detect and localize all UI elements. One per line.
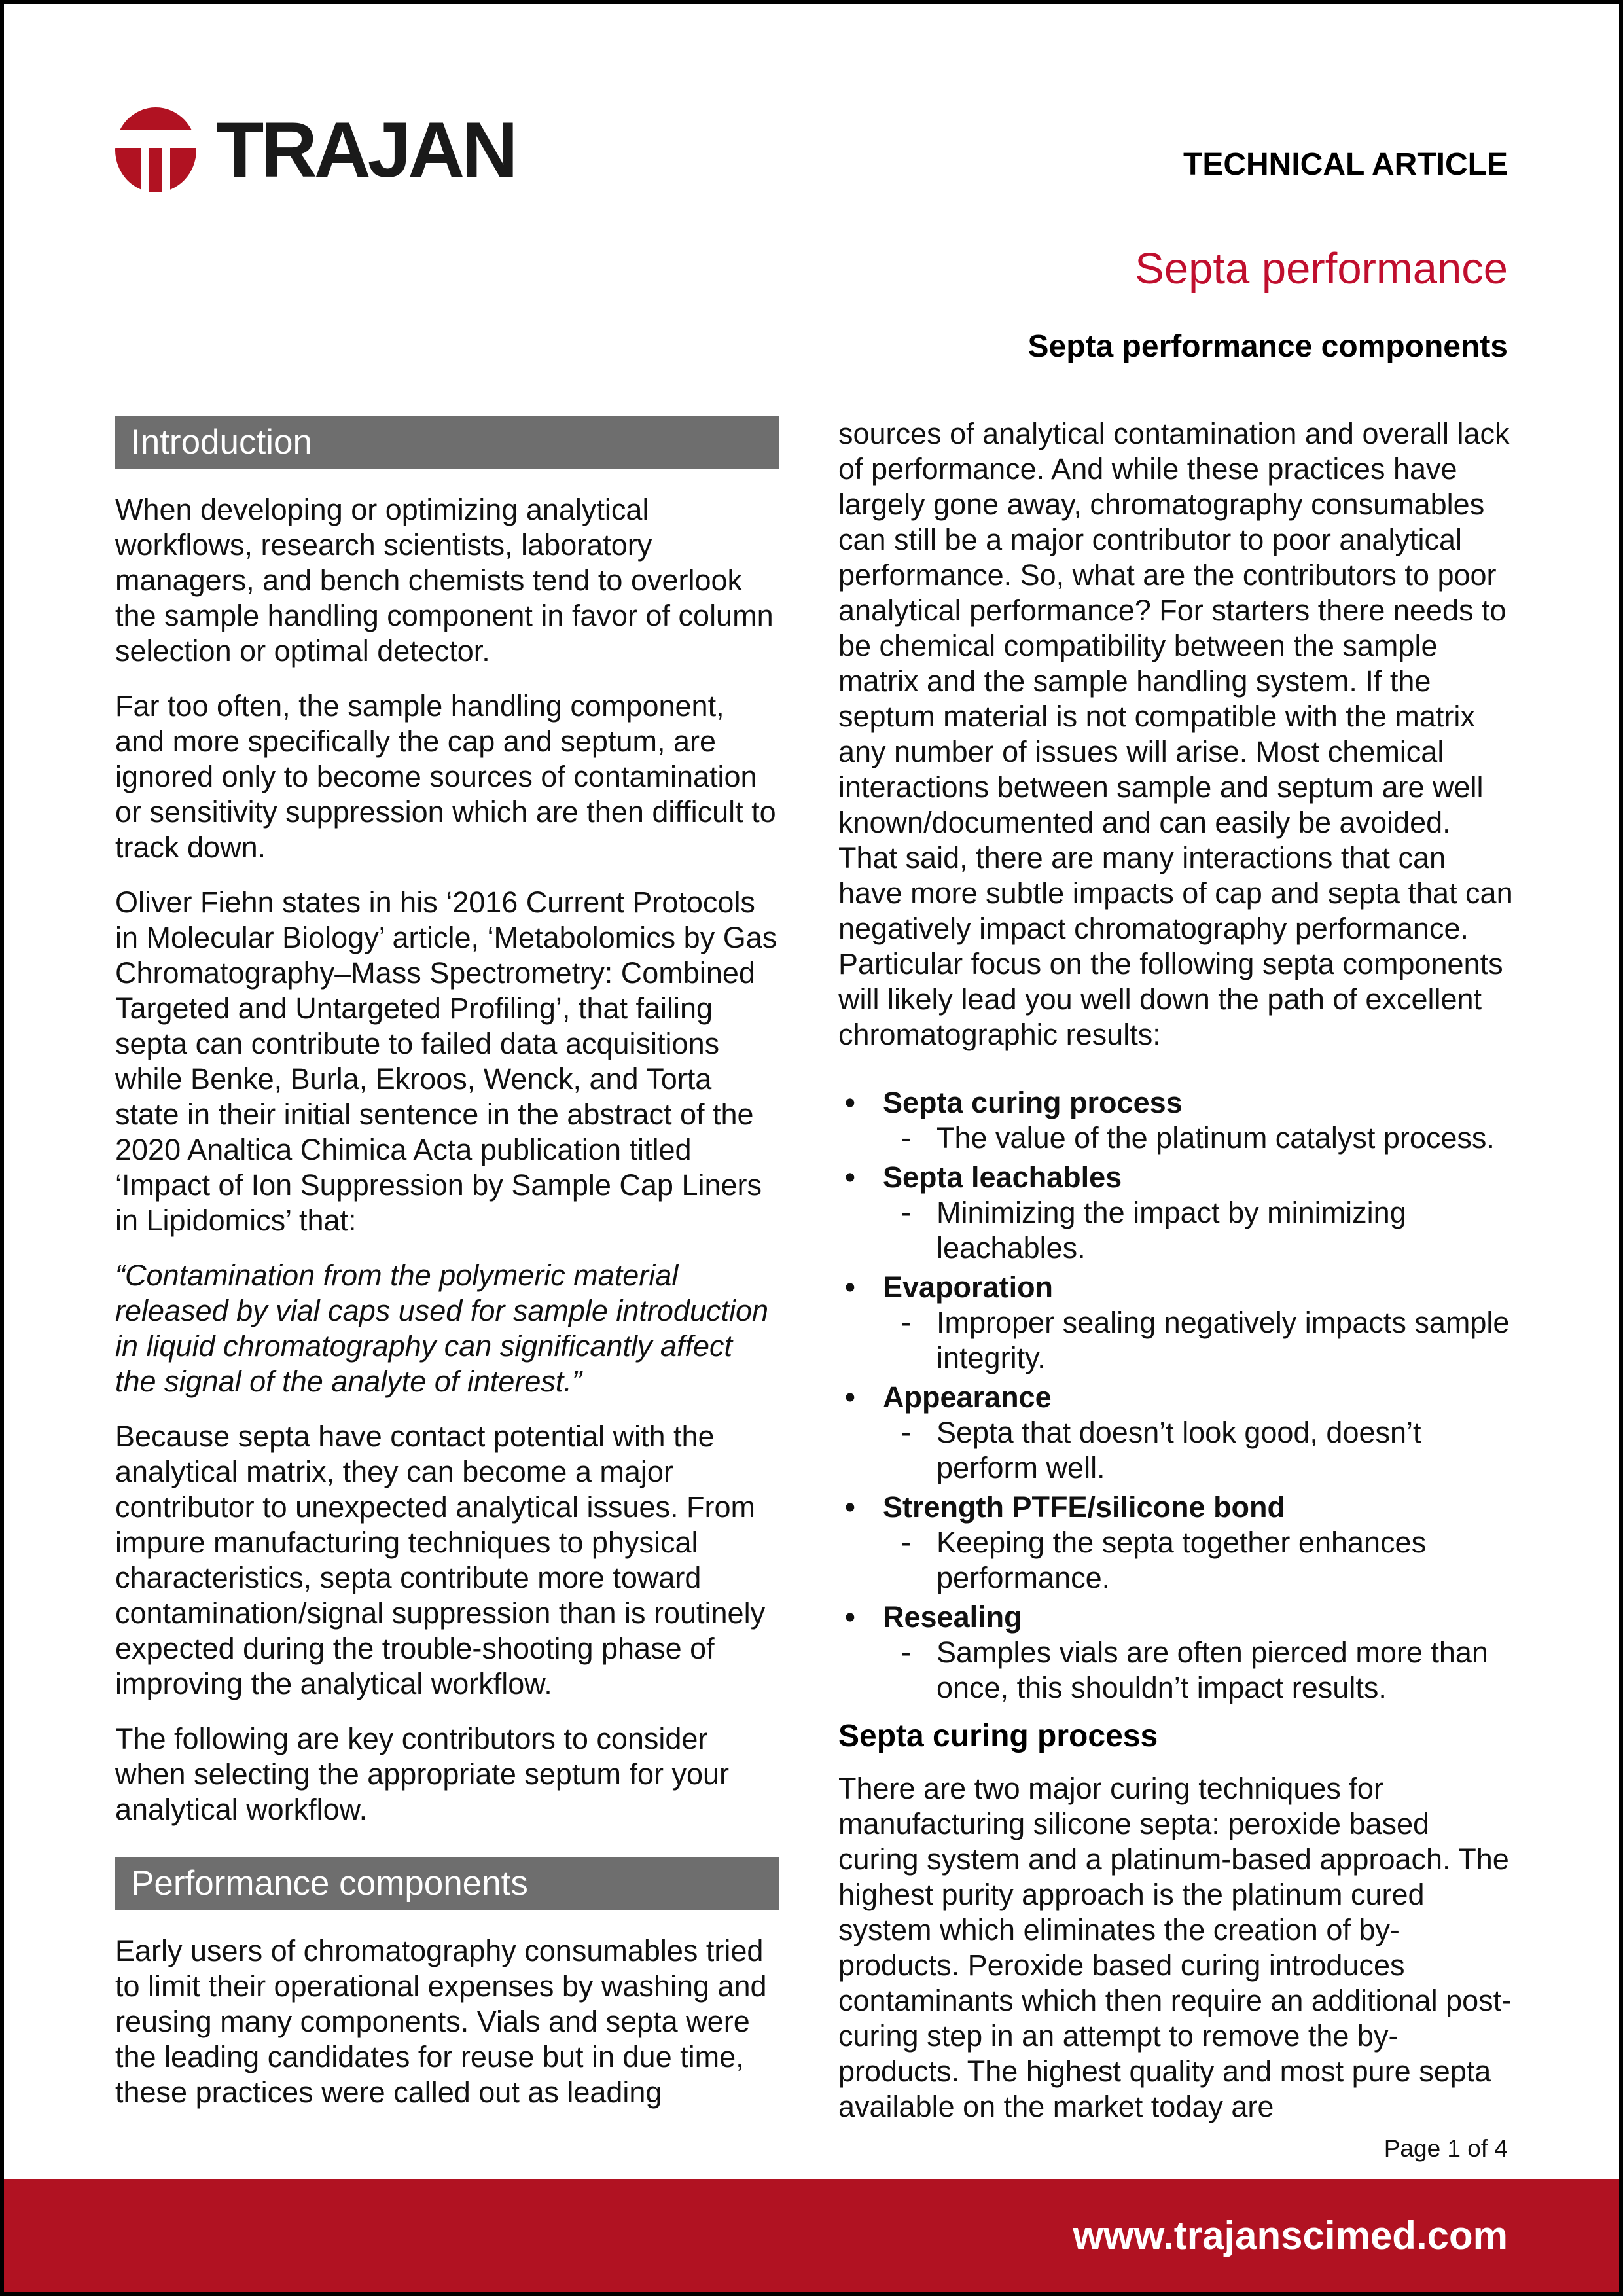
list-item: [838, 1270, 1516, 1376]
bullet-title-text: Septa curing process: [883, 1086, 1183, 1119]
article-body: [115, 416, 1513, 2144]
list-item: [838, 1085, 1516, 1156]
paragraph: Oliver Fiehn states in his ‘2016 Current Protocols in Molecular Biology’ article, ‘Metabolomics by Gas Chromatography–Mass Spectrometry: Combined Targeted and Untargeted Profiling’, that failing septa can contribute to failed data acquisitions while Benke, Burla, Ekroos, Wenck, and Torta state in their initial sentence in the abstract of the 2020 Analtica Chimica Acta publication titled ‘Impact of Ion Suppression by Sample Cap Liners in Lipidomics’ that:: [115, 886, 777, 1237]
bullet-title: [838, 1490, 1516, 1525]
bullet-subitem-text: Minimizing the impact by minimizing leachables.: [936, 1196, 1406, 1265]
bullet-subitem-text: Improper sealing negatively impacts sample integrity.: [936, 1306, 1510, 1374]
paragraph: Early users of chromatography consumables tried to limit their operational expenses by washing and reusing many components. Vials and septa were the leading candidates for reuse but in due time, these practices were called out as leading: [115, 1934, 767, 2109]
bullet-subitem: [838, 1305, 1516, 1376]
paragraph: Far too often, the sample handling component, and more specifically the cap and septum, are ignored only to become sources of contamination or sensitivity suppression which are then difficult to track down.: [115, 689, 776, 864]
bullet-title: [838, 1085, 1516, 1121]
list-item: [838, 1600, 1516, 1706]
dash-icon: -: [901, 1121, 911, 1155]
list-item: [838, 1490, 1516, 1596]
bullet-title: [838, 1380, 1516, 1415]
brand-name: TRAJAN: [216, 106, 515, 194]
bullet-subitem-text: Keeping the septa together enhances performance.: [936, 1526, 1427, 1594]
logo-t-slot-right: [162, 148, 170, 194]
section-header-performance-components: Performance components: [115, 1857, 779, 1910]
dash-icon: -: [901, 1196, 911, 1229]
septa-components-list: [838, 1085, 1516, 1706]
footer-bar: [4, 2179, 1619, 2292]
page-title: Septa performance: [1135, 244, 1508, 293]
dash-icon: -: [901, 1636, 911, 1669]
bullet-title-text: Septa leachables: [883, 1160, 1122, 1194]
bullet-title: [838, 1600, 1516, 1635]
page-subtitle: Septa performance components: [1027, 329, 1508, 364]
bullet-title-text: Strength PTFE/silicone bond: [883, 1490, 1286, 1524]
paragraph: There are two major curing techniques for manufacturing silicone septa: peroxide based curing system and a platinum-based approach. The highest purity approach is the platinum cured system which eliminates the creation of by-products. Peroxide based curing introduces contaminants which then require an additional post-curing step in an attempt to remove the by-products. The highest quality and most pure septa available on the market today are: [838, 1772, 1512, 2123]
bullet-icon: •: [845, 1270, 855, 1304]
bullet-title-text: Resealing: [883, 1600, 1022, 1634]
section-header-introduction: Introduction: [115, 416, 779, 469]
bullet-subitem-text: The value of the platinum catalyst process.: [936, 1121, 1495, 1155]
document-type-label: TECHNICAL ARTICLE: [1183, 147, 1508, 182]
logo-oval-shape: [115, 107, 196, 192]
paragraph: When developing or optimizing analytical workflows, research scientists, laboratory managers, and bench chemists tend to overlook the sample handling component in favor of column selection or optimal detector.: [115, 493, 774, 668]
bullet-icon: •: [845, 1160, 855, 1194]
bullet-icon: •: [845, 1600, 855, 1634]
bullet-subitem: [838, 1635, 1516, 1706]
left-column: [115, 416, 779, 2130]
bullet-subitem: [838, 1195, 1516, 1266]
dash-icon: -: [901, 1526, 911, 1559]
bullet-subitem: [838, 1415, 1516, 1486]
paragraph: The following are key contributors to consider when selecting the appropriate septum for your analytical workflow.: [115, 1722, 730, 1826]
bullet-subitem-text: Samples vials are often pierced more than once, this shouldn’t impact results.: [936, 1636, 1488, 1704]
bullet-icon: •: [845, 1490, 855, 1524]
trajan-logo: [115, 107, 515, 192]
list-item: [838, 1160, 1516, 1266]
dash-icon: -: [901, 1416, 911, 1449]
bullet-title-text: Evaporation: [883, 1270, 1054, 1304]
bullet-subitem: [838, 1121, 1516, 1156]
page-number: Page 1 of 4: [1383, 2135, 1508, 2162]
quotation: “Contamination from the polymeric material released by vial caps used for sample introduction in liquid chromatography can significantly affect the signal of the analyte of interest.”: [115, 1259, 769, 1398]
right-column: [838, 416, 1516, 2144]
bullet-title: [838, 1270, 1516, 1305]
website-link[interactable]: www.trajanscimed.com: [1073, 2214, 1508, 2257]
dash-icon: -: [901, 1306, 911, 1339]
logo-t-slot-left: [141, 148, 149, 194]
bullet-icon: •: [845, 1380, 855, 1414]
paragraph: sources of analytical contamination and overall lack of performance. And while these practices have largely gone away, chromatography consumables can still be a major contributor to poor analytical performance. So, what are the contributors to poor analytical performance? For starters there needs to be chemical compatibility between the sample matrix and the sample handling system. If the septum material is not compatible with the matrix any number of issues will arise. Most chemical interactions between sample and septum are well known/documented and can easily be avoided. That said, there are many interactions that can have more subtle impacts of cap and septa that can negatively impact chromatography performance. Particular focus on the following septa components will likely lead you well down the path of excellent chromatographic results:: [838, 417, 1513, 1051]
bullet-title: [838, 1160, 1516, 1195]
logo-t-band: [114, 130, 198, 148]
trajan-logo-icon: [115, 107, 196, 192]
header: [4, 4, 1619, 364]
header-right: [1028, 107, 1508, 364]
bullet-subitem: [838, 1525, 1516, 1596]
subheading-septa-curing-process: Septa curing process: [838, 1719, 1158, 1753]
bullet-subitem-text: Septa that doesn’t look good, doesn’t perform well.: [936, 1416, 1421, 1484]
bullet-title-text: Appearance: [883, 1380, 1052, 1414]
bullet-icon: •: [845, 1086, 855, 1119]
list-item: [838, 1380, 1516, 1486]
paragraph: Because septa have contact potential with the analytical matrix, they can become a major contributor to unexpected analytical issues. From impure manufacturing techniques to physical characteristics, septa contribute more toward contamination/signal suppression than is routinely expected during the trouble-shooting phase of improving the analytical workflow.: [115, 1420, 766, 1700]
